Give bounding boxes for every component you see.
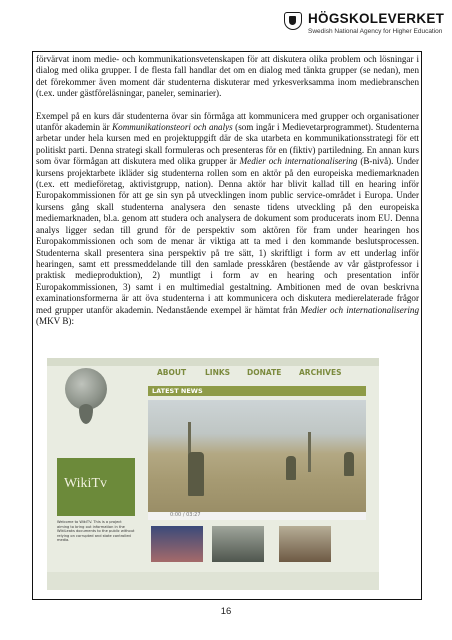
agency-subtitle: Swedish National Agency for Higher Education bbox=[308, 28, 443, 35]
page-number: 16 bbox=[220, 606, 232, 617]
nav-donate: DONATE bbox=[247, 368, 282, 377]
video-thumbnail bbox=[212, 526, 264, 562]
soldier-figure bbox=[188, 452, 204, 496]
video-thumbnail bbox=[279, 526, 331, 562]
crown-crest-icon bbox=[284, 12, 302, 30]
agency-logo bbox=[284, 10, 444, 40]
wikitv-label: WikiTv bbox=[64, 476, 107, 491]
wikileaks-hourglass-icon bbox=[55, 368, 117, 426]
agency-name: HÖGSKOLEVERKET bbox=[308, 11, 445, 26]
wikitv-badge bbox=[57, 458, 135, 516]
drip-shape bbox=[79, 404, 93, 424]
video-controls bbox=[148, 512, 366, 520]
latest-news-label: LATEST NEWS bbox=[152, 387, 203, 395]
video-frame bbox=[148, 400, 366, 512]
course-title: Medier och internationalisering bbox=[239, 156, 358, 167]
soldier-figure bbox=[286, 456, 296, 480]
course-title: Medier och internationalisering bbox=[300, 304, 419, 315]
welcome-text: Welcome to WikiTV. This is a project aiming to bring out information in the WikiLeaks documents to the public without relying on corrupted and state controlled media. bbox=[57, 520, 135, 543]
nav-archives: ARCHIVES bbox=[299, 368, 342, 377]
tree-shape bbox=[308, 432, 311, 472]
paragraph-2: Exempel på en kurs där studenterna övar sin förmåga att kommunicera med grupper och organisationer utanför akademin är Kommunikationsteori och analys (som ingår i Medievetarprogrammet). Studenterna arbetar under hela kursen med en projektuppgift där de ska utarbeta en kommunikationsstrategi för ett politiskt parti. Denna strategi skall formuleras och presenteras för en (fiktiv) partiledning. En annan kurs som övar förmågan att diskutera med olika grupper är Medier och internationalisering (B-nivå). Under kursens projektarbete ikläder sig studenterna rollen som en aktör på den europeiska mediemarknaden (t.ex. ett medieföretag, aktivistgrupp, nation). Denna aktör har blivit kallad till en hearing inför Europakommissionen för att ge sin syn på utvecklingen inom public service-området i Europa. Under kursens gång skall studenterna analysera den senaste tidens utveckling på den europeiska mediemarknaden, bl.a. genom att studera och analysera de dokument som producerats inom EU. Denna analys ligger sedan till grund för de perspektiv som aktören för fram under hearingen hos Europakommissionen och som de menar är viktiga att ta med i den kommande beslutsprocessen. Studenterna skall presentera sina perspektiv på tre sätt, 1) skriftligt i form av ett underlag inför hearingen, samt ett pressmeddelande till den samlade presskåren (bestående av vår gästprofessor i praktisk medieproduktion), 2) muntligt i form av en hearing och presentation inför Europakommissionen, 3) samt i en multimedial gestaltning. Ambitionen med de ovan beskrivna examinationsformerna är att öva studenterna i att kommunicera och diskutera medierelaterade frågor med grupper utanför akademin. Nedanstående exempel är hämtat från Medier och internationalisering (MKV B): bbox=[36, 110, 420, 326]
paragraph-1: förvärvat inom medie- och kommunikationsvetenskapen för att diskutera olika problem och lösningar i dialog med olika grupper. I de flesta fall handlar det om en dialog med tänkta grupper (se nedan), men det förekommer även moment där studenterna diskuterar med yrkesverksamma inom mediebranschen (t.ex. under gästföreläsningar, paneler, seminarier). bbox=[36, 54, 419, 99]
embedded-website-screenshot bbox=[47, 358, 379, 590]
site-top-bar bbox=[47, 358, 379, 366]
video-timecode: 0:00 / 03:27 bbox=[170, 512, 201, 518]
latest-news-bar bbox=[148, 386, 366, 396]
nav-links: LINKS bbox=[205, 368, 231, 377]
soldier-figure bbox=[344, 452, 354, 476]
nav-about: ABOUT bbox=[157, 368, 187, 377]
video-thumbnail bbox=[151, 526, 203, 562]
site-bottom-bar bbox=[47, 572, 379, 590]
course-title: Kommunikationsteori och analys bbox=[112, 122, 233, 133]
body-text bbox=[36, 54, 419, 327]
